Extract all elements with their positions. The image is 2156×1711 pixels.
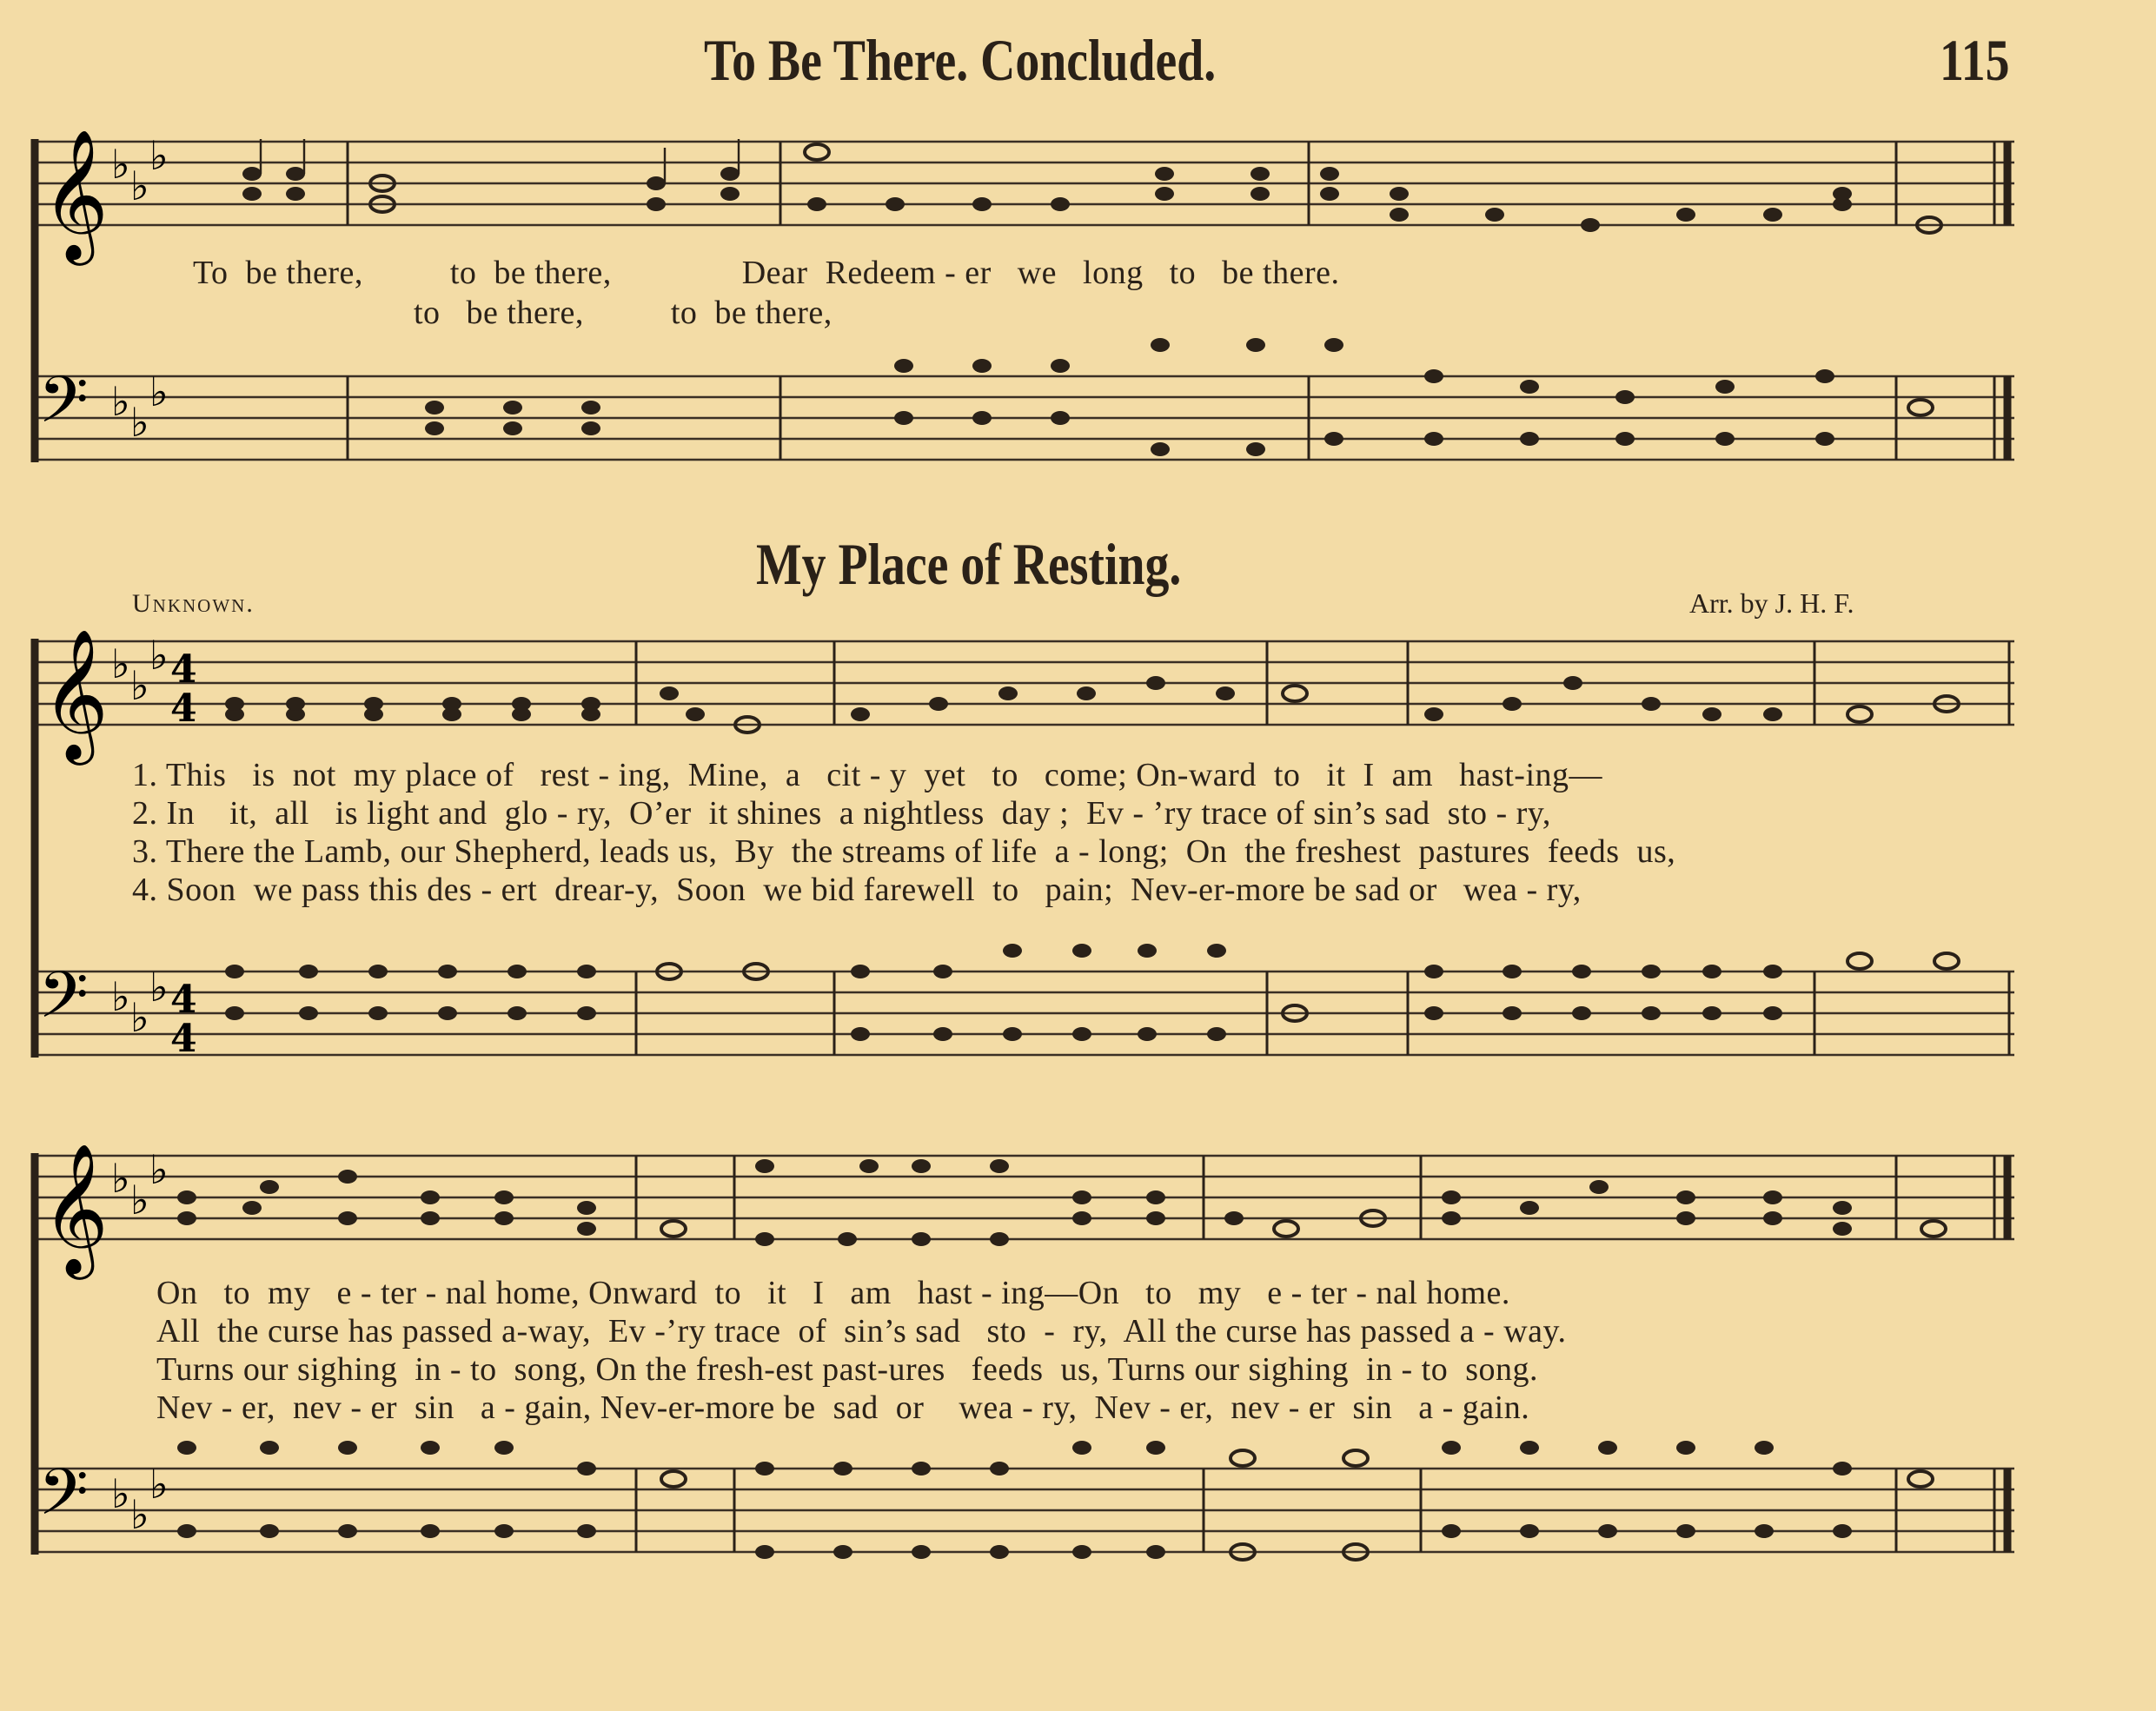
bass-clef-icon: 𝄢 bbox=[38, 362, 89, 454]
flat-icon: ♭ bbox=[149, 632, 169, 679]
flat-icon: ♭ bbox=[111, 640, 130, 687]
flat-icon: ♭ bbox=[111, 378, 130, 425]
verse3-lyrics-part2: Turns our sighing in - to song, On the fresh-est past-ures feeds us, Turns our sighing in - to song. bbox=[156, 1351, 1539, 1388]
flat-icon: ♭ bbox=[111, 1155, 130, 1202]
flat-icon: ♭ bbox=[111, 141, 130, 188]
verse3-lyrics-part1: 3. There the Lamb, our Shepherd, leads us, By the streams of life a - long; On the freshest pastures feeds us, bbox=[132, 833, 1676, 870]
system3-treble-staff bbox=[33, 1156, 2014, 1239]
verse1-lyrics-part2: On to my e - ter - nal home, Onward to it I am hast - ing—On to my e - ter - nal home. bbox=[156, 1275, 1510, 1311]
flat-icon: ♭ bbox=[149, 132, 169, 179]
flat-icon: ♭ bbox=[111, 973, 130, 1020]
time-signature-top: 4 bbox=[170, 647, 197, 692]
treble-clef-icon: 𝄞 bbox=[42, 1142, 109, 1274]
flat-icon: ♭ bbox=[149, 1146, 169, 1193]
flat-icon: ♭ bbox=[111, 1470, 130, 1517]
bass-clef-icon: 𝄢 bbox=[38, 1455, 89, 1546]
verse1-lyrics-part1: 1. This is not my place of rest - ing, Mine, a cit - y yet to come; On-ward to it I am hast-ing— bbox=[132, 757, 1602, 793]
flat-icon: ♭ bbox=[149, 368, 169, 415]
flat-icon: ♭ bbox=[130, 1177, 149, 1224]
hymn2-words-credit: Unknown. bbox=[132, 589, 255, 618]
bass-clef-icon: 𝄢 bbox=[38, 958, 89, 1049]
time-signature-top: 4 bbox=[170, 978, 197, 1022]
flat-icon: ♭ bbox=[130, 662, 149, 709]
time-signature-bottom: 4 bbox=[170, 1017, 197, 1061]
time-signature-bottom: 4 bbox=[170, 686, 197, 731]
flat-icon: ♭ bbox=[130, 1491, 149, 1538]
page-number: 115 bbox=[1940, 27, 2010, 93]
verse2-lyrics-part2: All the curse has passed a-way, Ev -’ry trace of sin’s sad sto - ry, All the curse has passed a - way. bbox=[156, 1313, 1567, 1350]
system3-bass-staff bbox=[33, 1469, 2014, 1552]
verse2-lyrics-part1: 2. In it, all is light and glo - ry, O’er it shines a nightless day ; Ev - ’ry trace of sin’s sad sto - ry, bbox=[132, 795, 1551, 832]
flat-icon: ♭ bbox=[149, 1461, 169, 1508]
verse4-lyrics-part1: 4. Soon we pass this des - ert drear-y, Soon we bid farewell to pain; Nev-er-more be sad or wea - ry, bbox=[132, 872, 1582, 908]
flat-icon: ♭ bbox=[130, 399, 149, 446]
treble-clef-icon: 𝄞 bbox=[42, 128, 109, 260]
flat-icon: ♭ bbox=[130, 994, 149, 1041]
hymn2-arranger-credit: Arr. by J. H. F. bbox=[1689, 587, 1854, 619]
hymn1-lyric-line2: to be there, to be there, bbox=[414, 295, 833, 331]
hymn1-title: To Be There. Concluded. bbox=[704, 27, 1217, 93]
system1-treble-staff bbox=[33, 142, 2014, 225]
hymn1-lyric-line1: To be there, to be there, Dear Redeem - er we long to be there. bbox=[193, 255, 1340, 291]
treble-clef-icon: 𝄞 bbox=[42, 627, 109, 759]
flat-icon: ♭ bbox=[149, 964, 169, 1011]
flat-icon: ♭ bbox=[130, 162, 149, 209]
verse4-lyrics-part2: Nev - er, nev - er sin a - gain, Nev-er-more be sad or wea - ry, Nev - er, nev - er sin a - gain. bbox=[156, 1389, 1530, 1426]
hymn2-title: My Place of Resting. bbox=[756, 531, 1182, 597]
